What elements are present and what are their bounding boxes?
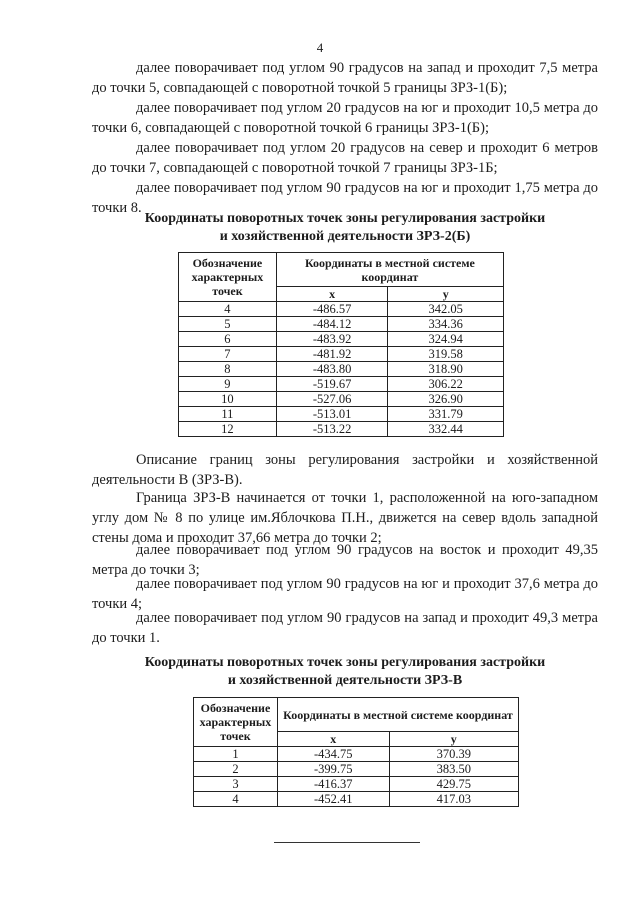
table-row: [179, 302, 504, 317]
cell-y: 326.90: [388, 392, 504, 407]
table2-col-point: Обозначение характерных точек: [194, 698, 278, 747]
paragraph-turn-north-20: далее поворачивает под углом 20 градусов на север и проходит 6 метров до точки 7, совпадающей с поворотной точкой 7 границы ЗРЗ-1Б;: [92, 140, 598, 176]
paragraph-zrz-b-description: Описание границ зоны регулирования застройки и хозяйственной деятельности В (ЗРЗ-В).: [92, 452, 598, 488]
table-row: [179, 362, 504, 377]
cell-point: 11: [179, 407, 277, 422]
table1-title: [92, 210, 598, 246]
cell-point: 9: [179, 377, 277, 392]
cell-point: 12: [179, 422, 277, 437]
cell-x: -434.75: [277, 747, 389, 762]
cell-x: -513.22: [276, 422, 388, 437]
cell-x: -483.92: [276, 332, 388, 347]
cell-y: 334.36: [388, 317, 504, 332]
table-row: [179, 332, 504, 347]
table-row: [194, 777, 519, 792]
paragraph-turn-south-90: далее поворачивает под углом 90 градусов на юг и проходит 1,75 метра до точки 8.: [92, 180, 598, 216]
cell-x: -416.37: [277, 777, 389, 792]
paragraph-turn-west: далее поворачивает под углом 90 градусов на запад и проходит 7,5 метра до точки 5, совпадающей с поворотной точкой 5 границы ЗРЗ-1(Б);: [92, 60, 598, 96]
paragraph-turn-south-20: далее поворачивает под углом 20 градусов на юг и проходит 10,5 метра до точки 6, совпадающей с поворотной точкой 6 границы ЗРЗ-1(Б);: [92, 100, 598, 136]
table2: [193, 697, 519, 807]
cell-x: -484.12: [276, 317, 388, 332]
cell-point: 8: [179, 362, 277, 377]
cell-point: 1: [194, 747, 278, 762]
cell-y: 306.22: [388, 377, 504, 392]
table2-col-coords: Координаты в местной системе координат: [277, 698, 518, 732]
paragraph-zrz-b-east: далее поворачивает под углом 90 градусов на восток и проходит 49,35 метра до точки 3;: [92, 542, 598, 578]
cell-point: 6: [179, 332, 277, 347]
cell-y: 429.75: [389, 777, 518, 792]
cell-point: 5: [179, 317, 277, 332]
cell-x: -481.92: [276, 347, 388, 362]
cell-x: -452.41: [277, 792, 389, 807]
cell-x: -399.75: [277, 762, 389, 777]
table2-col-y: у: [389, 732, 518, 747]
cell-x: -483.80: [276, 362, 388, 377]
cell-y: 417.03: [389, 792, 518, 807]
table1-col-coords: Координаты в местной системе координат: [276, 253, 503, 287]
table-row: [194, 747, 519, 762]
footer-divider: [274, 842, 420, 843]
table1-col-y: у: [388, 287, 504, 302]
table-row: [179, 317, 504, 332]
cell-point: 4: [179, 302, 277, 317]
table2-title: [92, 654, 598, 690]
table-row: [179, 422, 504, 437]
table-row: [179, 392, 504, 407]
paragraph-zrz-b-start: Граница ЗРЗ-В начинается от точки 1, расположенной на юго-западном углу дом № 8 по улице им.Яблочкова П.Н., движется на север вдоль западной стены дома и проходит 37,66 метра до точки 2;: [92, 490, 598, 546]
cell-x: -519.67: [276, 377, 388, 392]
table-row: [194, 792, 519, 807]
table1-title-line1: Координаты поворотных точек зоны регулирования застройки: [144, 211, 546, 226]
cell-y: 370.39: [389, 747, 518, 762]
cell-x: -513.01: [276, 407, 388, 422]
table1: [178, 252, 504, 437]
cell-x: -486.57: [276, 302, 388, 317]
paragraph-zrz-b-west: далее поворачивает под углом 90 градусов на запад и проходит 49,3 метра до точки 1.: [92, 610, 598, 646]
paragraph-zrz-b-south: далее поворачивает под углом 90 градусов на юг и проходит 37,6 метра до точки 4;: [92, 576, 598, 612]
cell-point: 4: [194, 792, 278, 807]
table-row: [179, 407, 504, 422]
table-row: [179, 347, 504, 362]
table1-col-x: x: [276, 287, 388, 302]
table-row: [179, 377, 504, 392]
cell-y: 324.94: [388, 332, 504, 347]
table2-title-line2: и хозяйственной деятельности ЗРЗ-В: [227, 673, 463, 688]
table1-col-point: Обозначение характерных точек: [179, 253, 277, 302]
table1-title-line2: и хозяйственной деятельности ЗРЗ-2(Б): [219, 229, 471, 244]
cell-y: 332.44: [388, 422, 504, 437]
cell-point: 3: [194, 777, 278, 792]
cell-y: 319.58: [388, 347, 504, 362]
table2-col-x: x: [277, 732, 389, 747]
page-number: 4: [316, 40, 324, 55]
table2-title-line1: Координаты поворотных точек зоны регулирования застройки: [144, 655, 546, 670]
cell-y: 383.50: [389, 762, 518, 777]
cell-y: 342.05: [388, 302, 504, 317]
cell-point: 2: [194, 762, 278, 777]
cell-x: -527.06: [276, 392, 388, 407]
cell-y: 331.79: [388, 407, 504, 422]
table-row: [194, 762, 519, 777]
cell-point: 10: [179, 392, 277, 407]
cell-y: 318.90: [388, 362, 504, 377]
cell-point: 7: [179, 347, 277, 362]
